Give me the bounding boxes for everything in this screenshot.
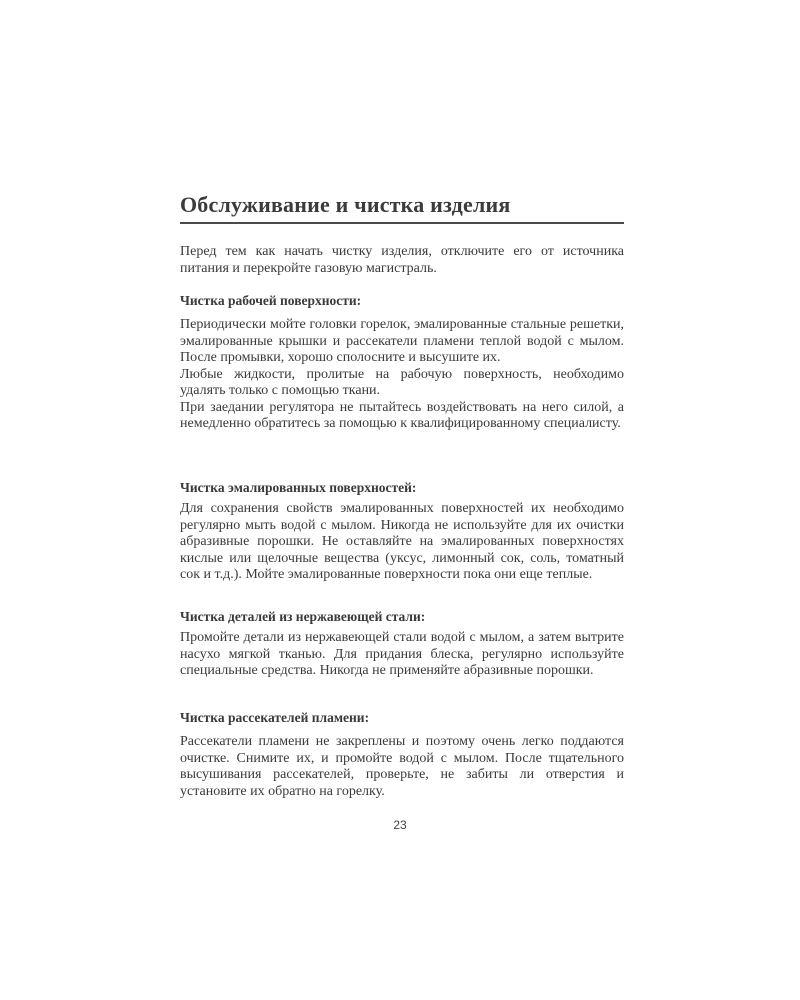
paragraph: Для сохранения свойств эмалированных поверхностей их необходимо регулярно мыть водой с мылом. Никогда не используйте для их очистки абразивные порошки. Не оставляйте на эмалированных поверхностях кислые или щелочные вещества (уксус, лимонный сок, соль, томатный сок и т.д.). Мойте эмалированные поверхности пока они еще теплые.	[180, 501, 624, 582]
section-heading: Чистка рассекателей пламени:	[180, 710, 370, 725]
section-heading: Чистка деталей из нержавеющей стали:	[180, 609, 426, 624]
section-cooktop-body	[180, 317, 624, 433]
title-rule	[180, 222, 624, 224]
paragraph: При заедании регулятора не пытайтесь воздействовать на него силой, а немедленно обратитесь за помощью к квалифицированному специалисту.	[180, 399, 624, 431]
page-title: Обслуживание и чистка изделия	[180, 192, 511, 217]
paragraph: Любые жидкости, пролитые на рабочую поверхность, необходимо удалять только с помощью ткани.	[180, 366, 624, 398]
section-cooktop	[180, 293, 624, 309]
section-flame-spreaders	[180, 710, 624, 726]
section-flame-spreaders-body	[180, 734, 624, 800]
intro-block	[180, 244, 624, 277]
section-heading: Чистка рабочей поверхности:	[180, 293, 362, 308]
section-stainless	[180, 609, 624, 625]
section-stainless-body	[180, 630, 624, 680]
intro-paragraph: Перед тем как начать чистку изделия, отключите его от источника питания и перекройте газовую магистраль.	[180, 244, 624, 276]
section-heading: Чистка эмалированных поверхностей:	[180, 480, 417, 495]
section-enamel-body	[180, 501, 624, 584]
paragraph: Периодически мойте головки горелок, эмалированные стальные решетки, эмалированные крышки и рассекатели пламени теплой водой с мылом. После промывки, хорошо сполосните и высушите их.	[180, 317, 624, 365]
page-number: 23	[393, 818, 407, 832]
paragraph: Промойте детали из нержавеющей стали водой с мылом, а затем вытрите насухо мягкой тканью. Для придания блеска, регулярно используйте специальные средства. Никогда не применяйте абразивные порошки.	[180, 630, 624, 678]
paragraph: Рассекатели пламени не закреплены и поэтому очень легко поддаются очистке. Снимите их, и промойте водой с мылом. После тщательного высушивания рассекателей, проверьте, не забиты ли отверстия и установите их обратно на горелку.	[180, 734, 624, 799]
section-enamel	[180, 480, 624, 496]
